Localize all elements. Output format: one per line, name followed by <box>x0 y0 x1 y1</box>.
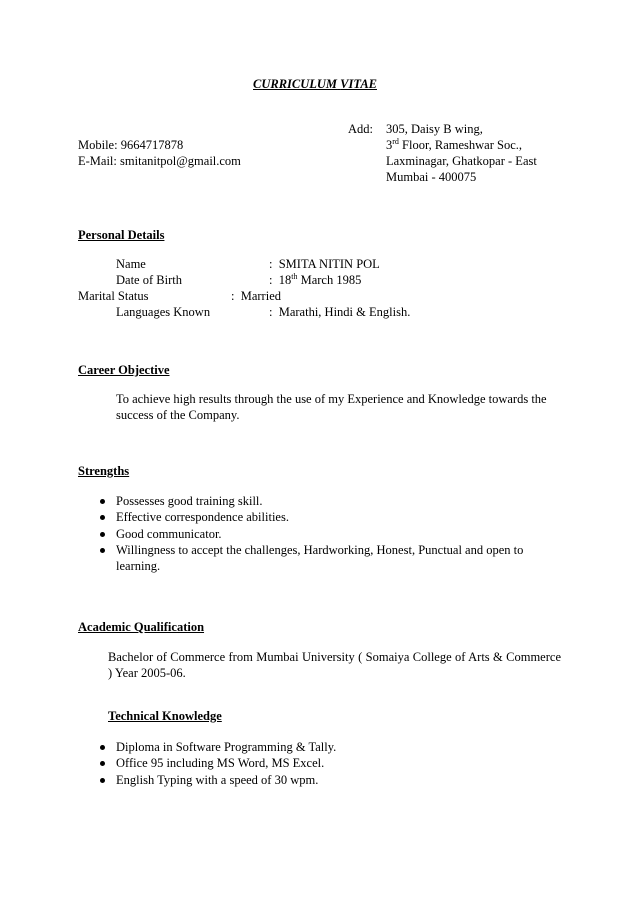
title-word-vitae: VITAE <box>340 77 377 91</box>
dob-rest: March 1985 <box>297 273 362 287</box>
list-item: English Typing with a speed of 30 wpm. <box>96 772 556 788</box>
dob-day: 18 <box>278 273 292 287</box>
mobile-label: Mobile <box>78 138 115 152</box>
address-floor-rest: Floor, Rameshwar Soc., <box>398 138 523 152</box>
academic-text: Bachelor of Commerce from Mumbai University ( Somaiya College of Arts & Commerce ) Year 2005-06. <box>108 650 561 680</box>
address-line-3: Laxminagar, Ghatkopar - East <box>386 154 537 168</box>
mobile-line: Mobile: 9664717878 <box>78 138 184 152</box>
page-title <box>253 76 377 92</box>
address-line-1: 305, Daisy B wing, <box>386 122 483 136</box>
academic-heading: Academic Qualification <box>78 620 205 634</box>
address-floor-number: 3 <box>386 138 393 152</box>
marital-status-value: : Married <box>231 289 281 303</box>
name-text: SMITA NITIN POL <box>278 257 380 271</box>
name-value: : SMITA NITIN POL <box>269 257 380 271</box>
languages-text: Marathi, Hindi & English. <box>278 305 411 319</box>
career-objective-heading: Career Objective <box>78 363 170 377</box>
career-objective-text: To achieve high results through the use of my Experience and Knowledge towards the success of the Company. <box>116 392 547 422</box>
list-item: Willingness to accept the challenges, Hardworking, Honest, Punctual and open to learning. <box>96 542 556 575</box>
marital-text: Married <box>240 289 281 303</box>
list-item: Effective correspondence abilities. <box>96 509 556 525</box>
strengths-heading: Strengths <box>78 464 130 478</box>
languages-label: Languages Known <box>116 305 211 319</box>
marital-status-label: Marital Status <box>78 289 149 303</box>
list-item: Diploma in Software Programming & Tally. <box>96 739 556 755</box>
dob-suffix: th <box>291 272 298 281</box>
address-floor-suffix: rd <box>392 137 399 146</box>
strengths-list <box>96 493 556 574</box>
list-item: Possesses good training skill. <box>96 493 556 509</box>
list-item: Good communicator. <box>96 526 556 542</box>
address-line-2 <box>386 137 522 153</box>
list-item: Office 95 including MS Word, MS Excel. <box>96 755 556 771</box>
languages-value: : Marathi, Hindi & English. <box>269 305 411 319</box>
email-line: E-Mail: smitanitpol@gmail.com <box>78 154 241 168</box>
dob-label: Date of Birth <box>116 273 182 287</box>
address-line-4: Mumbai - 400075 <box>386 170 477 184</box>
mobile-value: 9664717878 <box>120 138 184 152</box>
title-word-curriculum: CURRICULUM <box>253 77 338 91</box>
address-label: Add: <box>348 122 373 136</box>
email-value: smitanitpol@gmail.com <box>120 154 241 168</box>
name-label: Name <box>116 257 146 271</box>
dob-value: : 18th March 1985 <box>269 272 362 287</box>
technical-list <box>96 739 556 788</box>
personal-details-heading: Personal Details <box>78 228 165 242</box>
technical-heading: Technical Knowledge <box>108 709 222 723</box>
email-label: E-Mail <box>78 154 114 168</box>
